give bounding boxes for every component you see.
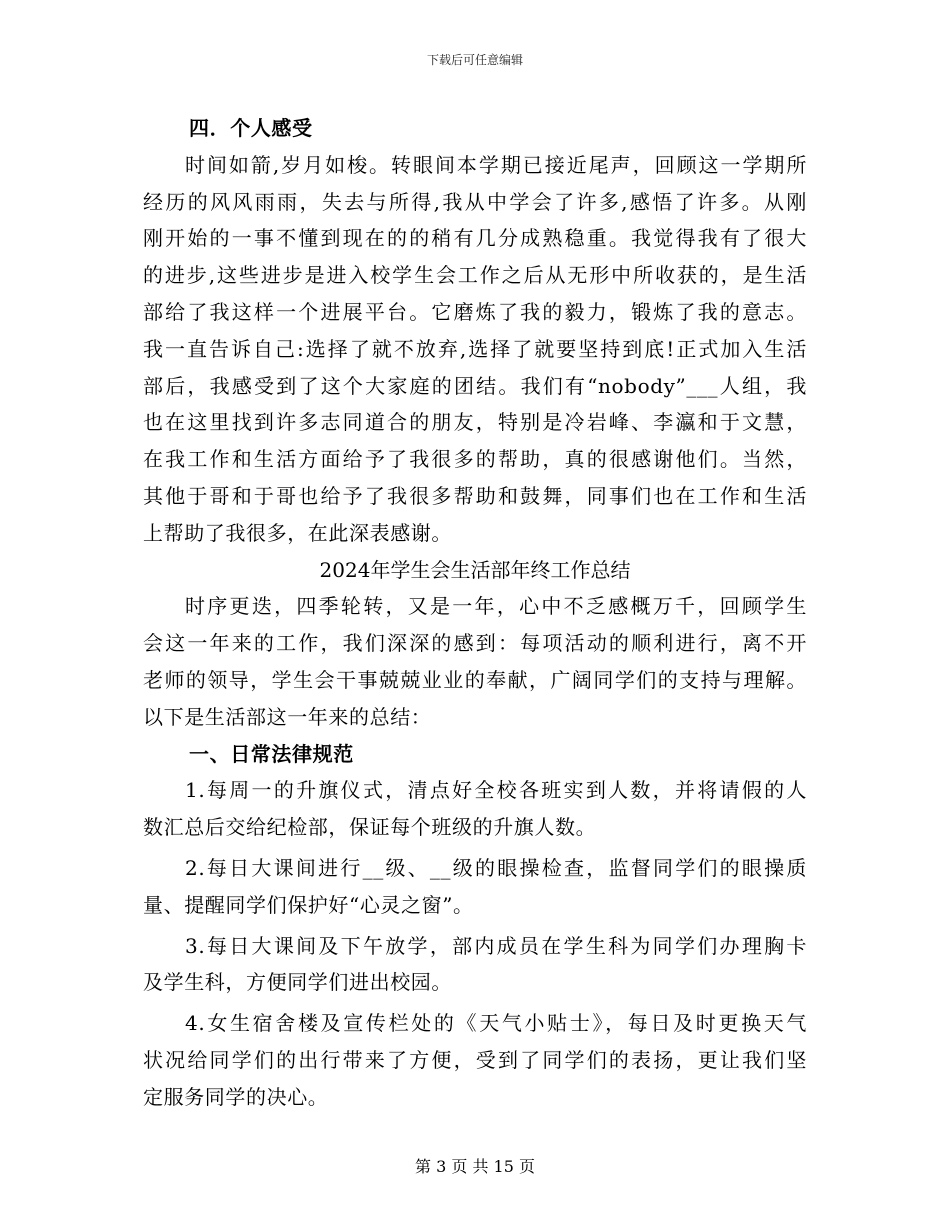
section-heading-daily-rules: 一、日常法律规范 [189,741,354,766]
list-item-line: 4.女生宿舍楼及宣传栏处的《天气小贴士》，每日及时更换天气 [185,1011,807,1036]
paragraph-intro [143,588,807,735]
paragraph-line: 经历的风风雨雨，失去与所得,我从中学会了许多,感悟了许多。从刚 [143,189,807,214]
paragraph-personal-feelings [143,147,807,552]
document-body [143,110,807,1116]
paragraph-line: 部给了我这样一个进展平台。它磨炼了我的毅力，锻炼了我的意志。 [143,299,807,324]
paragraph-line: 时间如箭,岁月如梭。转眼间本学期已接近尾声，回顾这一学期所 [185,152,807,177]
paragraph-line: 会这一年来的工作，我们深深的感到：每项活动的顺利进行，离不开 [143,631,807,656]
list-item-line: 2.每日大课间进行__级、__级的眼操检查，监督同学们的眼操质 [185,855,807,880]
list-item-line: 1.每周一的升旗仪式，清点好全校各班实到人数，并将请假的人 [185,778,807,803]
section-heading-personal-feelings: 四．个人感受 [189,116,313,140]
page-header-note: 下载后可任意编辑 [426,53,523,67]
paragraph-line: 刚开始的一事不懂到现在的的稍有几分成熟稳重。我觉得我有了很大 [143,226,807,251]
list-item-line: 定服务同学的决心。 [143,1084,329,1109]
page-number-footer: 第 3 页 共 15 页 [415,1157,535,1176]
paragraph-line: 其他于哥和于哥也给予了我很多帮助和鼓舞，同事们也在工作和生活 [143,483,807,508]
paragraph-line: 我一直告诉自己:选择了就不放弃,选择了就要坚持到底!正式加入生活 [143,336,807,361]
paragraph-line: 以下是生活部这一年来的总结： [143,704,432,729]
list-item-line: 量、提醒同学们保护好“心灵之窗”。 [143,892,474,917]
list-item-line: 数汇总后交给纪检部，保证每个班级的升旗人数。 [143,815,597,840]
paragraph-line: 老师的领导，学生会干事兢兢业业的奉献，广阔同学们的支持与理解。 [143,667,807,692]
paragraph-line: 在我工作和生活方面给予了我很多的帮助，真的很感谢他们。当然， [143,447,807,472]
list-item [143,850,807,924]
paragraph-line: 部后，我感受到了这个大家庭的团结。我们有“nobody”___人组，我 [143,373,807,398]
paragraph-line: 时序更迭，四季轮转，又是一年，心中不乏感概万千，回顾学生 [185,594,807,619]
list-item [143,1005,807,1115]
paragraph-line: 也在这里找到许多志同道合的朋友，特别是冷岩峰、李瀛和于文慧， [143,410,807,435]
paragraph-line: 上帮助了我很多，在此深表感谢。 [143,520,452,545]
list-item-line: 3.每日大课间及下午放学，部内成员在学生科为同学们办理胸卡 [185,933,807,958]
list-item [143,928,807,1002]
list-item-line: 状况给同学们的出行带来了方便，受到了同学们的表扬，更让我们坚 [143,1047,807,1072]
document-title: 2024年学生会生活部年终工作总结 [319,557,631,582]
list-item [143,772,807,846]
list-item-line: 及学生科，方便同学们进出校园。 [143,970,452,995]
paragraph-line: 的进步,这些进步是进入校学生会工作之后从无形中所收获的，是生活 [143,263,807,288]
